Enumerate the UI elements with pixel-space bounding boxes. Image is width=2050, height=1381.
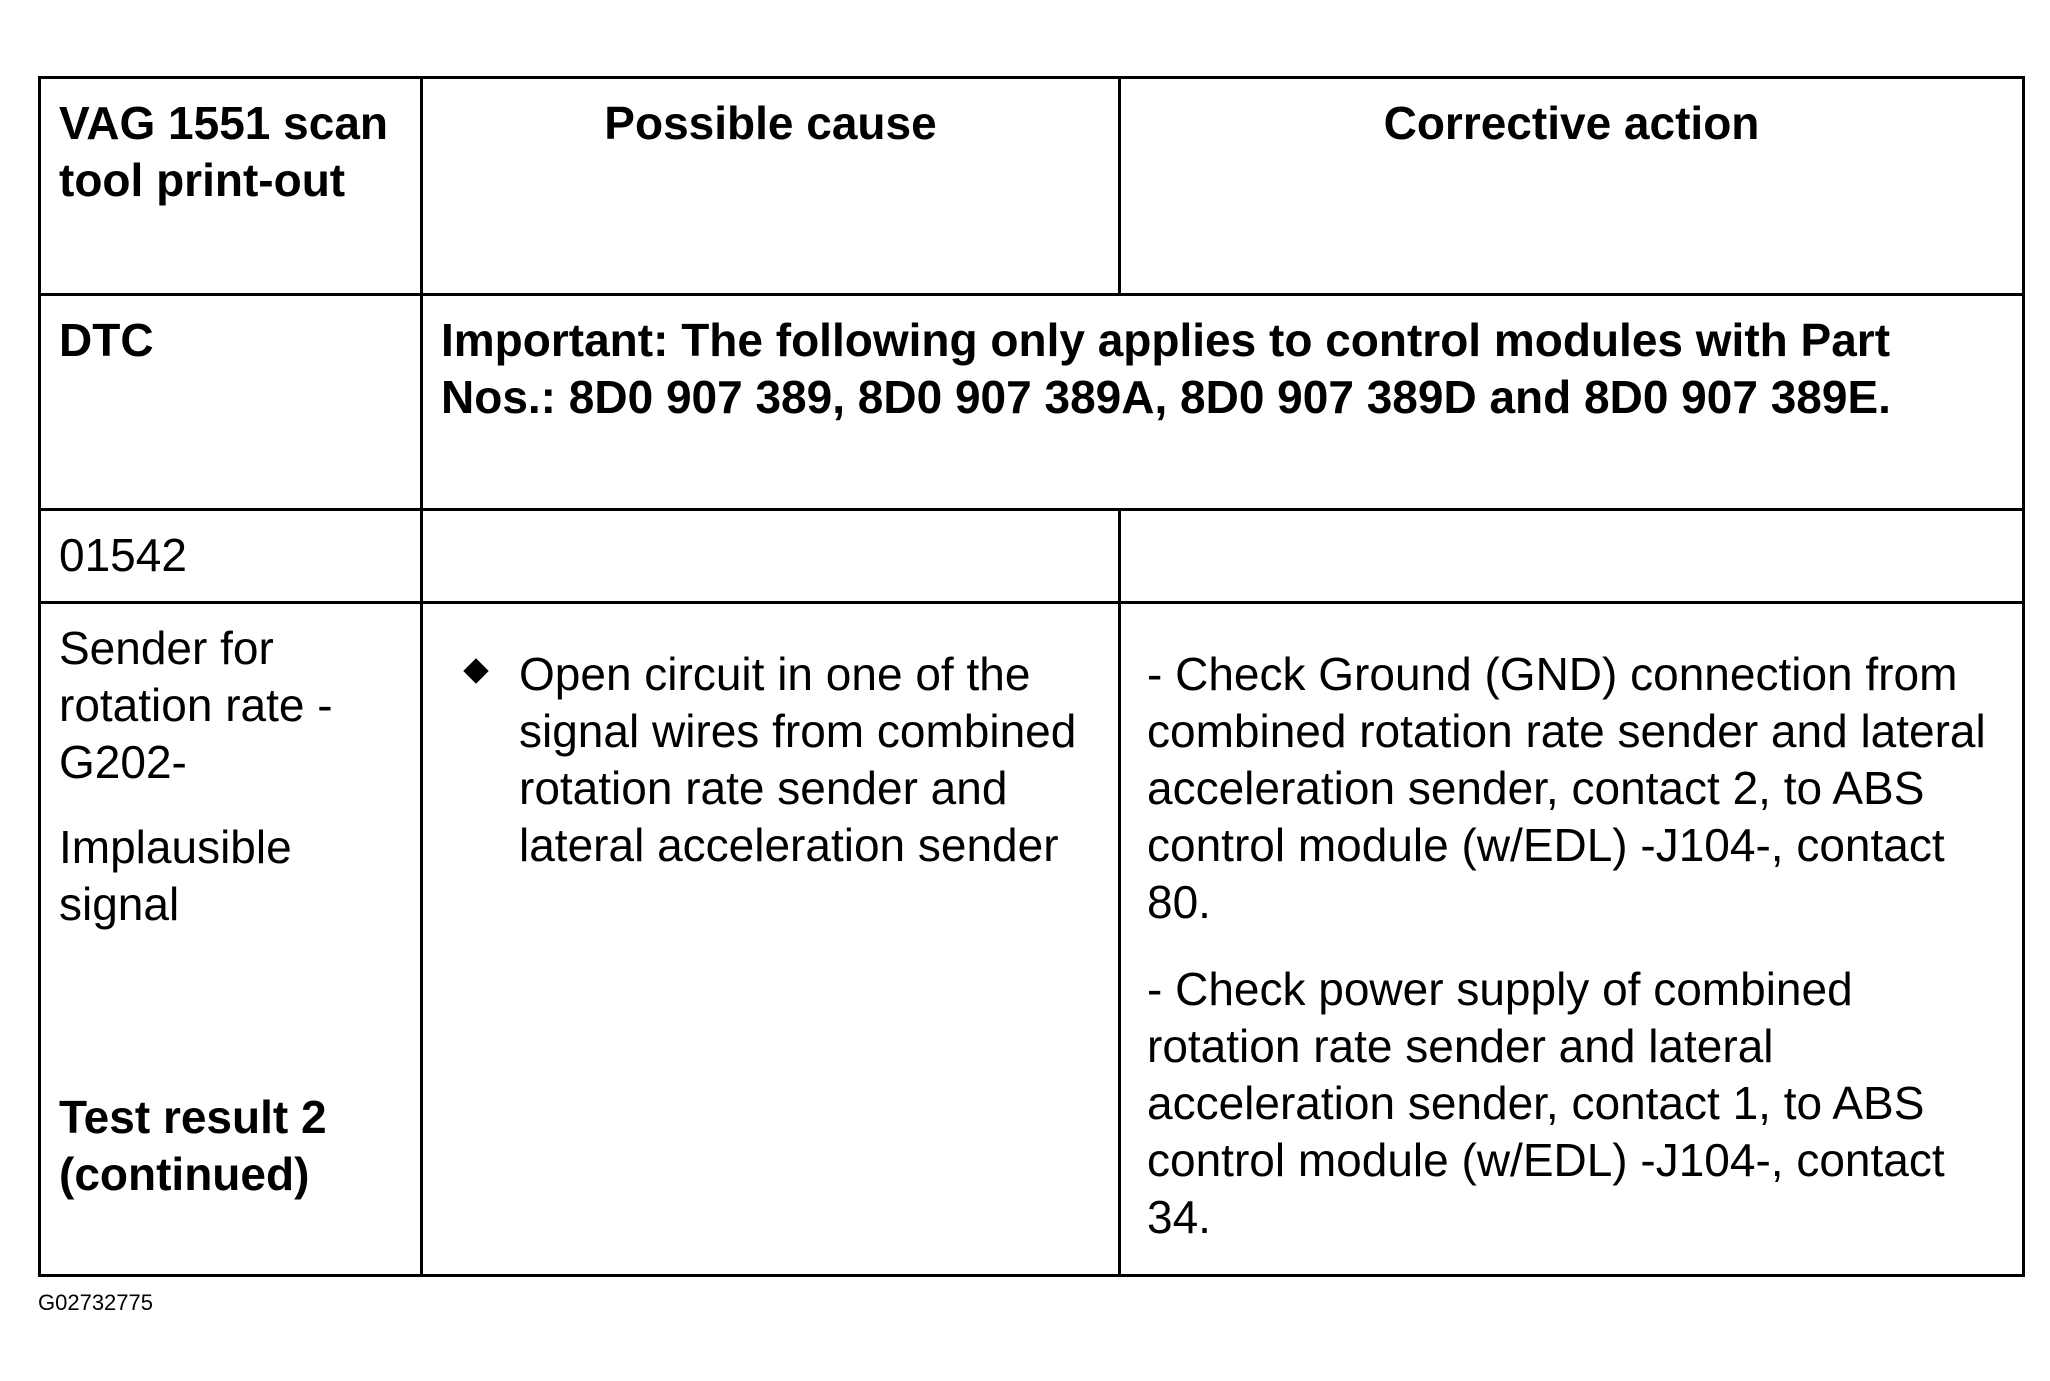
empty-cause-cell <box>422 510 1120 603</box>
figure-code: G02732775 <box>38 1290 153 1315</box>
table-header-row <box>40 78 2024 295</box>
cause-text: Open circuit in one of the signal wires from combined rotation rate sender and lateral acceleration sender <box>519 648 1077 871</box>
printout-cell <box>40 603 422 1276</box>
diamond-bullet-icon <box>463 658 488 683</box>
dtc-code: 01542 <box>40 510 422 603</box>
empty-action-cell <box>1120 510 2024 603</box>
dtc-detail-row <box>40 603 2024 1276</box>
action-power-supply-check: - Check power supply of combined rotation rate sender and lateral acceleration sender, contact 1, to ABS control module (w/EDL) -J104-, contact 34. <box>1147 963 1945 1243</box>
test-result-label: Test result 2 (continued) <box>59 1091 327 1200</box>
sender-description: Sender for rotation rate -G202- <box>59 622 333 788</box>
important-note: Important: The following only applies to control modules with Part Nos.: 8D0 907 389, 8D0 907 389A, 8D0 907 389D and 8D0 907 389E. <box>422 295 2024 510</box>
action-ground-check: - Check Ground (GND) connection from combined rotation rate sender and lateral acceleration sender, contact 2, to ABS control module (w/EDL) -J104-, contact 80. <box>1147 648 1986 928</box>
dtc-table <box>38 76 2025 1277</box>
cause-bullet-item <box>441 646 1100 874</box>
header-corrective-action: Corrective action <box>1120 78 2024 295</box>
document-sheet <box>38 76 2022 1277</box>
corrective-action-cell <box>1120 603 2024 1276</box>
dtc-code-row <box>40 510 2024 603</box>
dtc-label: DTC <box>40 295 422 510</box>
possible-cause-cell <box>422 603 1120 1276</box>
header-possible-cause: Possible cause <box>422 78 1120 295</box>
fault-description: Implausible signal <box>59 821 292 930</box>
header-scan-tool-printout: VAG 1551 scan tool print-out <box>40 78 422 295</box>
important-note-row <box>40 295 2024 510</box>
